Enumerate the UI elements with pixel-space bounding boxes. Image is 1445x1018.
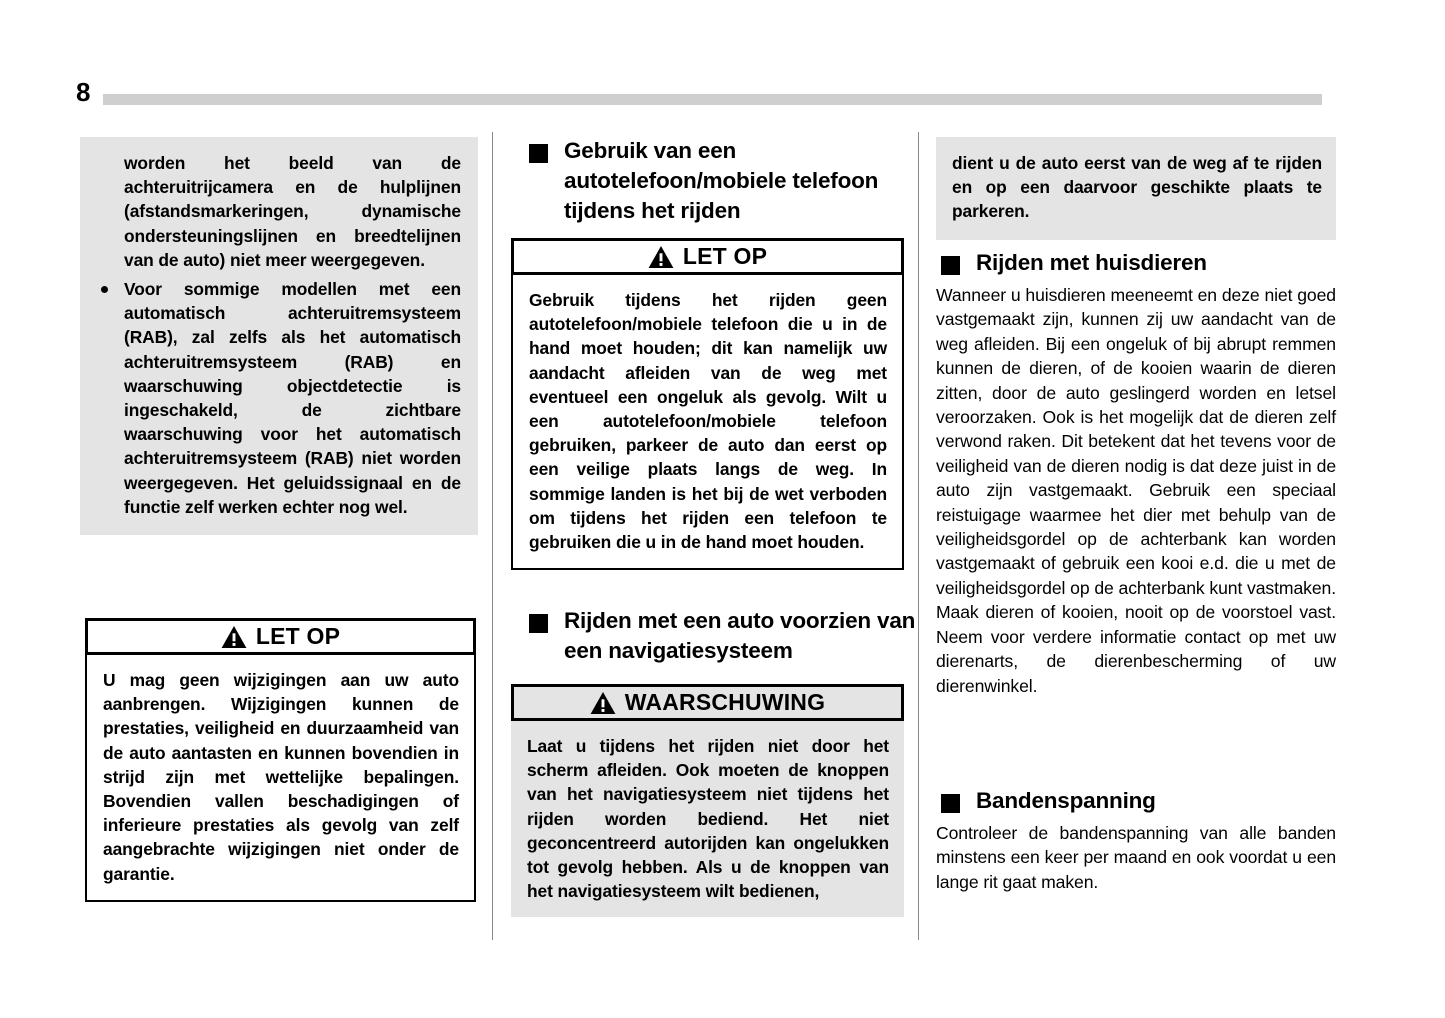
warning-triangle-icon bbox=[648, 245, 674, 269]
section-bandenspanning bbox=[936, 786, 1336, 894]
square-bullet-icon bbox=[529, 614, 548, 633]
header-rule bbox=[103, 94, 1322, 105]
section-heading-row bbox=[936, 248, 1336, 278]
caution-box-left bbox=[85, 618, 476, 902]
content-columns bbox=[0, 126, 1445, 946]
bullet-dot-icon bbox=[101, 286, 108, 293]
section-heading-text: Gebruik van een autotelefoon/mobiele telefoon tijdens het rijden bbox=[564, 138, 879, 223]
warning-box-title-bar bbox=[511, 684, 904, 721]
continued-paragraph: dient u de auto eerst van de weg af te rijden en op een daarvoor geschikte plaats te parkeren. bbox=[952, 153, 1322, 222]
section-huisdieren bbox=[936, 248, 1336, 698]
caution-box-body bbox=[85, 655, 476, 902]
section-body-text: Wanneer u huisdieren meeneemt en deze niet goed vastgemaakt zijn, kunnen zij uw aandacht van de weg afleiden. Bij een ongeluk of bij abrupt remmen kunnen de dieren, of de kooien waarin de dieren zitten, door de auto geslingerd worden en letsel veroorzaken. Ook is het mogelijk dat de dieren zelf verwond raken. Dit betekent dat het tevens voor de veiligheid van de dieren nodig is dat deze juist in de auto zijn vastgemaakt. Gebruik een speciaal reistuigage waarmee het dier met behulp van de veiligheidsgordel op de achterbank kan worden vastgemaakt of gebruik een kooi e.d. die u met de veiligheidsgordel op de achterbank kunt vastmaken. Maak dieren of kooien, nooit op de voorstoel vast. Neem voor verdere informatie contact op met uw dierenarts, de dierenbescherming of uw dierenwinkel. bbox=[936, 285, 1336, 696]
caution-box-body bbox=[511, 275, 904, 570]
page-number: 8 bbox=[76, 77, 90, 107]
section-heading-text: Rijden met huisdieren bbox=[976, 250, 1207, 275]
section-heading-row bbox=[524, 606, 919, 666]
warning-triangle-icon bbox=[221, 625, 247, 649]
bullet-list-item bbox=[124, 277, 461, 519]
column-middle bbox=[511, 126, 916, 946]
section-heading-navigatiesysteem bbox=[524, 606, 919, 666]
section-heading-text: Rijden met een auto voorzien van een navigatiesysteem bbox=[564, 608, 916, 663]
warning-box-body bbox=[511, 721, 904, 917]
caution-box-title-text: LET OP bbox=[682, 243, 768, 269]
square-bullet-icon bbox=[941, 256, 960, 275]
bullet-text: Voor sommige modellen met een automatisch achteruitremsysteem (RAB), zal zelfs als het automatisch achteruitremsysteem (RAB) en waarschuwing objectdetectie is ingeschakeld, de zichtbare waarschuwing voor het automatisch achteruitremsysteem (RAB) niet worden weergegeven. Het geluidssignaal en de functie zelf werken echter nog wel. bbox=[124, 279, 461, 517]
warning-box-text: Laat u tijdens het rijden niet door het scherm afleiden. Ook moeten de knoppen van het navigatiesysteem niet tijdens het rijden worden bediend. Het niet geconcentreerd autorijden kan ongelukken tot gevolg hebben. Als u de knoppen van het navigatiesysteem wilt bedienen, bbox=[527, 736, 889, 902]
caution-box-middle bbox=[511, 238, 904, 570]
square-bullet-icon bbox=[529, 144, 548, 163]
column-right bbox=[936, 126, 1336, 946]
continued-paragraph: worden het beeld van de achteruitrijcamera en de hulplijnen (afstandsmarkeringen, dynamische ondersteuningslijnen en breedtelijnen van de auto) niet meer weergegeven. bbox=[124, 153, 461, 270]
section-heading-autotelefoon bbox=[524, 136, 919, 226]
warning-box-middle bbox=[511, 684, 904, 946]
section-heading-row bbox=[524, 136, 919, 226]
caution-box-title-text: LET OP bbox=[255, 623, 341, 649]
section-body-text: Controleer de bandenspanning van alle banden minstens een keer per maand en ook voordat u een lange rit gaat maken. bbox=[936, 823, 1336, 892]
warning-box-title-text: WAARSCHUWING bbox=[624, 689, 826, 715]
section-heading-text: Bandenspanning bbox=[976, 788, 1156, 813]
column-divider-right bbox=[918, 132, 919, 940]
warning-triangle-icon bbox=[590, 691, 616, 715]
caution-box-title-bar bbox=[511, 238, 904, 275]
caution-box-text: U mag geen wijzigingen aan uw auto aanbrengen. Wijzigingen kunnen de prestaties, veiligheid en duurzaamheid van de auto aantasten en kunnen bovendien in strijd zijn met wettelijke bepalingen. Bovendien vallen beschadigingen of inferieure prestaties als gevolg van zelf aangebrachte wijzigingen niet onder de garantie. bbox=[103, 670, 459, 884]
caution-box-text: Gebruik tijdens het rijden geen autotelefoon/mobiele telefoon die u in de hand moet houden; dit kan namelijk uw aandacht afleiden van de weg met eventueel een ongeluk als gevolg. Wilt u een autotelefoon/mobiele telefoon gebruiken, parkeer de auto dan eerst op een veilige plaats langs de weg. In sommige landen is het bij de wet verboden om tijdens het rijden een telefoon te gebruiken die u in de hand moet houden. bbox=[529, 290, 887, 553]
section-heading-row bbox=[936, 786, 1336, 816]
column-left bbox=[80, 126, 480, 946]
column-divider-left bbox=[492, 132, 493, 940]
caution-box-title-bar bbox=[85, 618, 476, 655]
continued-shaded-block-left bbox=[80, 137, 478, 535]
continued-shaded-block-right bbox=[936, 137, 1336, 240]
square-bullet-icon bbox=[941, 794, 960, 813]
page-header bbox=[0, 0, 1445, 120]
